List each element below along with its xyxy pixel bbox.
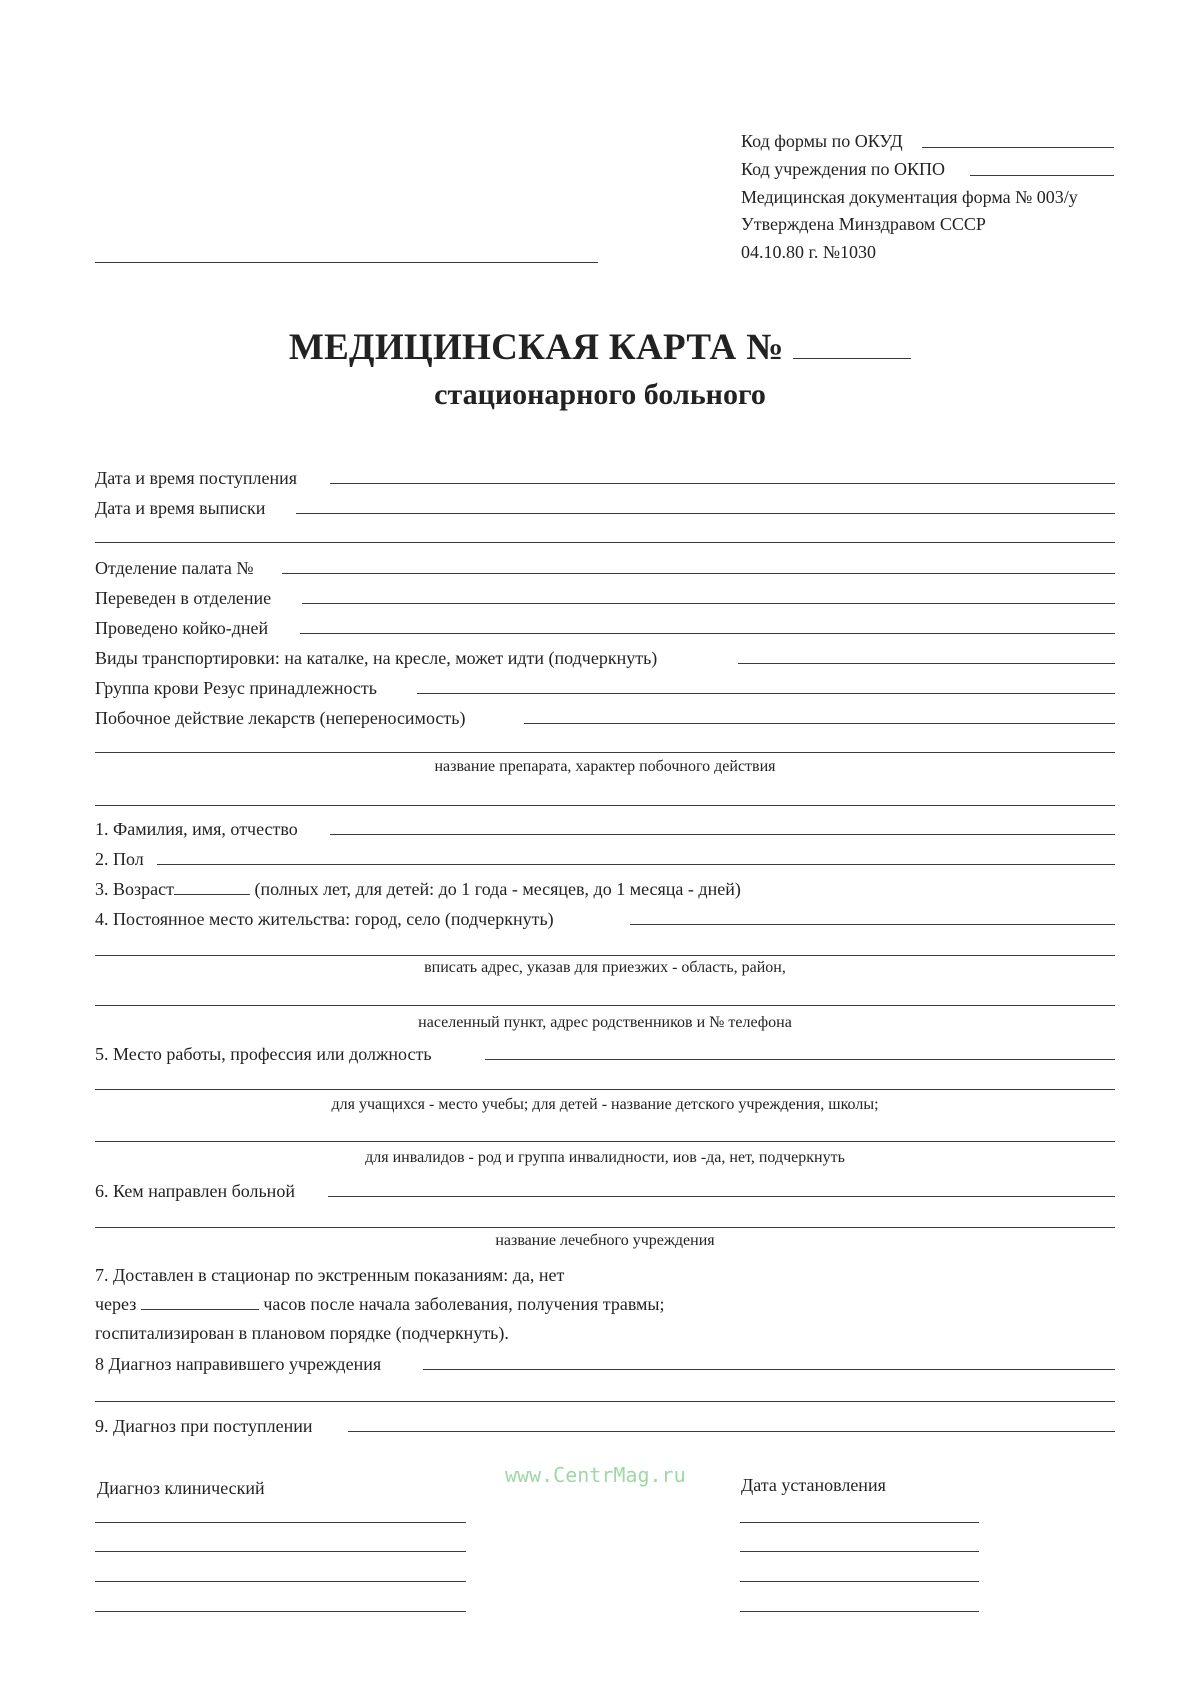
okud-field[interactable] (922, 147, 1114, 148)
age-row (95, 878, 741, 900)
residence-field[interactable] (630, 924, 1115, 925)
date-established-line[interactable] (740, 1611, 979, 1612)
referred-caption: название лечебного учреждения (495, 1232, 715, 1249)
approved-date: 04.10.80 г. №1030 (741, 242, 877, 262)
residence-label: 4. Постоянное место жительства: город, село (подчеркнуть) (95, 909, 554, 929)
date-established-line[interactable] (740, 1551, 979, 1552)
referring-diagnosis-line[interactable] (95, 1401, 1115, 1402)
referring-diagnosis-label: 8 Диагноз направившего учреждения (95, 1354, 382, 1374)
sex-field[interactable] (157, 864, 1115, 865)
sex-label: 2. Пол (95, 849, 144, 869)
work-field[interactable] (485, 1059, 1115, 1060)
date-established-label: Дата установления (741, 1475, 886, 1495)
age-note: (полных лет, для детей: до 1 года - месяцев, до 1 месяца - дней) (254, 879, 741, 899)
clinical-diagnosis-line[interactable] (95, 1522, 466, 1523)
date-established-line[interactable] (740, 1522, 979, 1523)
side-effect-field[interactable] (524, 723, 1115, 724)
admission-diagnosis-label: 9. Диагноз при поступлении (95, 1416, 313, 1436)
okpo-label: Код учреждения по ОКПО (741, 159, 946, 179)
okud-label: Код формы по ОКУД (741, 131, 903, 151)
side-effect-line-2[interactable] (95, 805, 1115, 806)
clinical-diagnosis-line[interactable] (95, 1581, 466, 1582)
work-caption-2: для инвалидов - род и группа инвалидности, иов -да, нет, подчеркнуть (365, 1149, 845, 1166)
fio-label: 1. Фамилия, имя, отчество (95, 819, 298, 839)
emergency-hours: часов после начала заболевания, получения травмы; (263, 1294, 665, 1314)
referred-label: 6. Кем направлен больной (95, 1181, 295, 1201)
blank-line[interactable] (95, 542, 1115, 543)
residence-line-2[interactable] (95, 1005, 1115, 1006)
side-effect-caption: название препарата, характер побочного действия (434, 758, 776, 775)
age-label: 3. Возраст (95, 879, 174, 899)
form-label: Медицинская документация форма № 003/у (741, 187, 1078, 207)
fio-field[interactable] (330, 834, 1115, 835)
bed-days-field[interactable] (300, 633, 1115, 634)
emergency-line-3: госпитализирован в плановом порядке (подчеркнуть). (95, 1323, 509, 1343)
residence-line[interactable] (95, 955, 1115, 956)
clinical-diagnosis-label: Диагноз клинический (97, 1478, 265, 1498)
page-title (0, 326, 1200, 369)
emergency-line-2 (95, 1293, 665, 1315)
residence-caption-1: вписать адрес, указав для приезжих - область, район, (424, 959, 786, 976)
blood-label: Группа крови Резус принадлежность (95, 678, 377, 698)
work-caption-1: для учащихся - место учебы; для детей - название детского учреждения, школы; (331, 1096, 879, 1113)
discharge-label: Дата и время выписки (95, 498, 266, 518)
side-effect-line[interactable] (95, 752, 1115, 753)
work-line[interactable] (95, 1089, 1115, 1090)
clinical-diagnosis-line[interactable] (95, 1551, 466, 1552)
referred-line[interactable] (95, 1227, 1115, 1228)
admission-field[interactable] (330, 483, 1115, 484)
discharge-field[interactable] (296, 513, 1115, 514)
age-field[interactable] (174, 894, 250, 895)
referred-field[interactable] (328, 1196, 1115, 1197)
okpo-field[interactable] (970, 175, 1114, 176)
title-text: МЕДИЦИНСКАЯ КАРТА № (288, 327, 784, 368)
ward-label: Отделение палата № (95, 558, 254, 578)
page-subtitle: стационарного больного (434, 378, 766, 411)
transport-label: Виды транспортировки: на каталке, на кресле, может идти (подчеркнуть) (95, 648, 658, 668)
institution-field[interactable] (95, 262, 598, 263)
referring-diagnosis-field[interactable] (423, 1369, 1115, 1370)
blood-field[interactable] (417, 693, 1115, 694)
work-line-2[interactable] (95, 1141, 1115, 1142)
hours-field[interactable] (141, 1309, 259, 1310)
work-label: 5. Место работы, профессия или должность (95, 1044, 432, 1064)
transferred-field[interactable] (302, 603, 1115, 604)
date-established-line[interactable] (740, 1581, 979, 1582)
ward-field[interactable] (282, 573, 1115, 574)
residence-caption-2: населенный пункт, адрес родственников и № телефона (418, 1014, 792, 1031)
transport-field[interactable] (738, 663, 1115, 664)
admission-diagnosis-field[interactable] (348, 1431, 1115, 1432)
bed-days-label: Проведено койко-дней (95, 618, 269, 638)
watermark: www.CentrMag.ru (505, 1463, 686, 1487)
transferred-label: Переведен в отделение (95, 588, 272, 608)
clinical-diagnosis-line[interactable] (95, 1611, 466, 1612)
approved-label: Утверждена Минздравом СССР (741, 214, 986, 234)
emergency-through: через (95, 1294, 137, 1314)
card-number-field[interactable] (793, 358, 911, 359)
admission-label: Дата и время поступления (95, 468, 298, 488)
emergency-line-1: 7. Доставлен в стационар по экстренным показаниям: да, нет (95, 1265, 565, 1285)
side-effect-label: Побочное действие лекарств (непереносимость) (95, 708, 466, 728)
